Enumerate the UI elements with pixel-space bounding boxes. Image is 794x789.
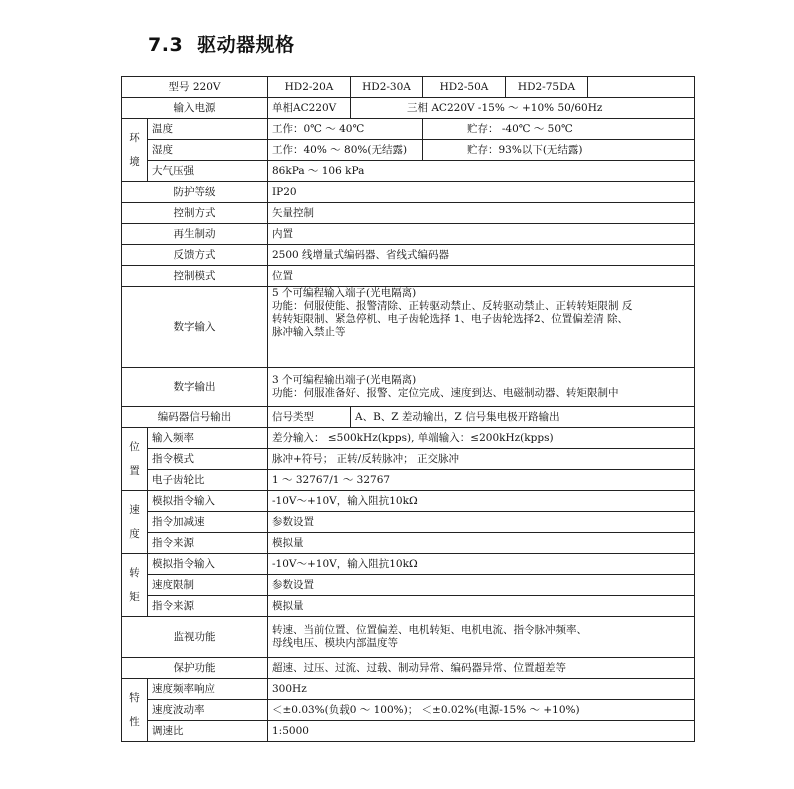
group-char: 环 (129, 132, 140, 144)
group-char: 置 (129, 465, 140, 477)
table-row (122, 721, 695, 742)
speed-source-value: 模拟量 (268, 533, 695, 554)
table-row (122, 658, 695, 679)
humidity-label: 湿度 (148, 140, 268, 161)
speed-analog-value: -10V～+10V，输入阻抗10kΩ (268, 491, 695, 512)
table-row (122, 596, 695, 617)
table-row (122, 512, 695, 533)
freq-response-label: 速度频率响应 (148, 679, 268, 700)
gear-ratio-label: 电子齿轮比 (148, 470, 268, 491)
position-group-label (122, 428, 148, 491)
table-row (122, 449, 695, 470)
group-char: 度 (129, 528, 140, 540)
input-freq-label: 输入频率 (148, 428, 268, 449)
table-row (122, 368, 695, 407)
control-mode-label: 控制模式 (122, 266, 268, 287)
model-hd2-75da: HD2-75DA (506, 77, 588, 98)
model-hd2-20a: HD2-20A (268, 77, 351, 98)
protection-level-value: IP20 (268, 182, 695, 203)
group-char: 位 (129, 441, 140, 453)
digital-input-line: 功能：伺服使能、报警清除、正转驱动禁止、反转驱动禁止、正转转矩限制 反 (272, 300, 633, 312)
protection-label: 保护功能 (122, 658, 268, 679)
table-row (122, 470, 695, 491)
humidity-work: 工作：40% ～ 80%(无结露) (268, 140, 423, 161)
model-empty-cell (588, 77, 695, 98)
table-row (122, 491, 695, 512)
group-char: 性 (129, 716, 140, 728)
digital-output-value (268, 368, 695, 407)
table-row (122, 575, 695, 596)
torque-source-label: 指令来源 (148, 596, 268, 617)
feedback-label: 反馈方式 (122, 245, 268, 266)
model-hd2-30a: HD2-30A (351, 77, 423, 98)
control-method-label: 控制方式 (122, 203, 268, 224)
gear-ratio-value: 1 ～ 32767/1 ～ 32767 (268, 470, 695, 491)
torque-limit-label: 速度限制 (148, 575, 268, 596)
protection-value: 超速、过压、过流、过载、制动异常、编码器异常、位置超差等 (268, 658, 695, 679)
encoder-type-label: 信号类型 (268, 407, 351, 428)
table-row (122, 203, 695, 224)
digital-output-label: 数字输出 (122, 368, 268, 407)
power-single: 单相AC220V (268, 98, 351, 119)
group-char: 特 (129, 692, 140, 704)
table-row (122, 77, 695, 98)
input-freq-value: 差分输入： ≤500kHz(kpps), 单端输入：≤200kHz(kpps) (268, 428, 695, 449)
digital-output-line: 功能：伺服准备好、报警、定位完成、速度到达、电磁制动器、转矩限制中 (272, 387, 619, 399)
table-row (122, 679, 695, 700)
table-row (122, 119, 695, 140)
digital-input-value (268, 287, 695, 368)
monitor-label: 监视功能 (122, 617, 268, 658)
pressure-label: 大气压强 (148, 161, 268, 182)
table-row (122, 224, 695, 245)
monitor-line: 转速、当前位置、位置偏差、电机转矩、电机电流、指令脉冲频率、 (272, 624, 587, 636)
section-number: 7.3 (148, 34, 184, 56)
feedback-value: 2500 线增量式编码器、省线式编码器 (268, 245, 695, 266)
speed-source-label: 指令来源 (148, 533, 268, 554)
group-char: 境 (129, 156, 140, 168)
fluctuation-value: ＜±0.03%(负载0 ～ 100%)； ＜±0.02%(电源-15% ～ +10%) (268, 700, 695, 721)
command-mode-label: 指令模式 (148, 449, 268, 470)
digital-input-label: 数字输入 (122, 287, 268, 368)
table-row (122, 700, 695, 721)
fluctuation-label: 速度波动率 (148, 700, 268, 721)
regen-brake-label: 再生制动 (122, 224, 268, 245)
torque-limit-value: 参数设置 (268, 575, 695, 596)
table-row (122, 407, 695, 428)
torque-analog-value: -10V～+10V，输入阻抗10kΩ (268, 554, 695, 575)
table-row (122, 98, 695, 119)
humidity-store: 贮存：93%以下(无结露) (423, 140, 695, 161)
group-char: 速 (129, 504, 140, 516)
torque-group-label (122, 554, 148, 617)
model-label: 型号 220V (122, 77, 268, 98)
speed-accel-value: 参数设置 (268, 512, 695, 533)
table-row (122, 533, 695, 554)
table-row (122, 161, 695, 182)
digital-output-line: 3 个可编程输出端子(光电隔离) (272, 374, 417, 386)
table-row (122, 182, 695, 203)
model-hd2-50a: HD2-50A (423, 77, 506, 98)
speed-analog-label: 模拟指令输入 (148, 491, 268, 512)
digital-input-line: 5 个可编程输入端子(光电隔离) (272, 287, 417, 299)
control-mode-value: 位置 (268, 266, 695, 287)
table-row (122, 245, 695, 266)
power-three: 三相 AC220V -15% ～ +10% 50/60Hz (351, 98, 695, 119)
characteristics-group-label (122, 679, 148, 742)
protection-level-label: 防护等级 (122, 182, 268, 203)
group-char: 转 (129, 567, 140, 579)
range-label: 调速比 (148, 721, 268, 742)
temperature-store: 贮存： -40℃ ～ 50℃ (423, 119, 695, 140)
table-row (122, 140, 695, 161)
speed-group-label (122, 491, 148, 554)
table-row (122, 554, 695, 575)
monitor-line: 母线电压、模块内部温度等 (272, 637, 398, 649)
monitor-value (268, 617, 695, 658)
table-row (122, 617, 695, 658)
command-mode-value: 脉冲+符号； 正转/反转脉冲； 正交脉冲 (268, 449, 695, 470)
speed-accel-label: 指令加减速 (148, 512, 268, 533)
section-heading (148, 30, 295, 57)
power-label: 输入电源 (122, 98, 268, 119)
encoder-output-label: 编码器信号输出 (122, 407, 268, 428)
table-row (122, 287, 695, 368)
range-value: 1:5000 (268, 721, 695, 742)
freq-response-value: 300Hz (268, 679, 695, 700)
control-method-value: 矢量控制 (268, 203, 695, 224)
pressure-value: 86kPa ～ 106 kPa (268, 161, 695, 182)
torque-analog-label: 模拟指令输入 (148, 554, 268, 575)
torque-source-value: 模拟量 (268, 596, 695, 617)
temperature-work: 工作：0℃ ～ 40℃ (268, 119, 423, 140)
table-row (122, 428, 695, 449)
table-row (122, 266, 695, 287)
encoder-type-value: A、B、Z 差动输出，Z 信号集电极开路输出 (351, 407, 695, 428)
regen-brake-value: 内置 (268, 224, 695, 245)
group-char: 矩 (129, 591, 140, 603)
temperature-label: 温度 (148, 119, 268, 140)
environment-group-label (122, 119, 148, 182)
digital-input-line: 脉冲输入禁止等 (272, 326, 346, 338)
section-title: 驱动器规格 (197, 34, 295, 56)
spec-table (121, 76, 695, 742)
digital-input-line: 转转矩限制、紧急停机、电子齿轮选择 1、电子齿轮选择2、位置偏差清 除、 (272, 313, 629, 325)
